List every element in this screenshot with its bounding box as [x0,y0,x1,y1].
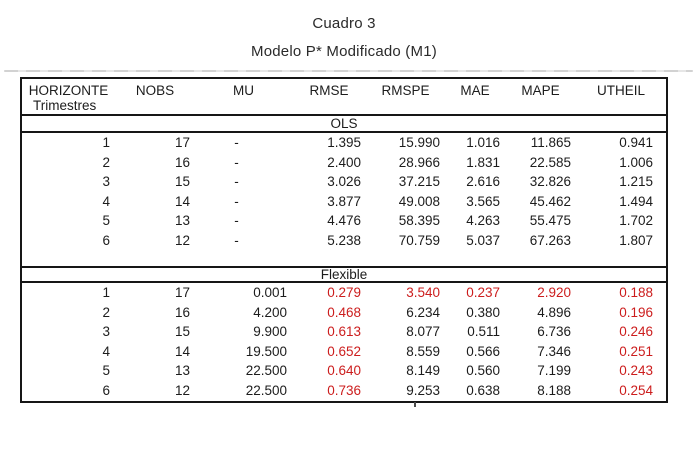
table-row [22,172,666,192]
table-cell: 15 [174,324,190,340]
table-cell: 1.016 [466,135,500,151]
table-number-title: Cuadro 3 [312,15,376,32]
section-gap [22,250,666,266]
table-cell: 1.831 [466,154,500,170]
table-cell: 5 [102,213,110,229]
table-cell: 6.234 [406,304,440,320]
column-header-horizonte: HORIZONTE [28,83,109,98]
table-row [22,342,666,362]
table-cell: 2 [102,154,110,170]
table-cell: - [234,193,239,209]
table-cell: 22.500 [245,363,287,379]
header-subline-trimestres: Trimestres [33,98,97,113]
table-cell: 14 [174,193,190,209]
table-cell: 1 [102,135,110,151]
table-cell: 0.652 [327,343,361,359]
table-cell: 0.243 [619,363,653,379]
table-cell: 5.238 [327,232,361,248]
table-cell: 0.736 [327,382,361,398]
table-cell: - [234,232,239,248]
table-cell: 4.200 [253,304,287,320]
table-cell: 0.941 [619,135,653,151]
table-cell: 3.540 [406,285,440,301]
table-cell: 16 [174,304,190,320]
table-cell: 3 [102,174,110,190]
table-cell: - [234,213,239,229]
table-cell: 1.807 [619,232,653,248]
table-row [22,192,666,212]
table-cell: 0.196 [619,304,653,320]
table-cell: 5.037 [466,232,500,248]
table-cell: 15 [174,174,190,190]
table-cell: 5 [102,363,110,379]
table-cell: 0.254 [619,382,653,398]
table-cell: 8.149 [406,363,440,379]
column-header-nobs: NOBS [135,83,175,98]
table-cell: 1.702 [619,213,653,229]
table-cell: 1.395 [327,135,361,151]
table-cell: 4.263 [466,213,500,229]
table-cell: - [234,135,239,151]
table-row [22,322,666,342]
table-cell: 6.736 [537,324,571,340]
table-cell: 0.638 [466,382,500,398]
table-cell: 7.199 [537,363,571,379]
table-cell: 12 [174,382,190,398]
table-cell: 0.560 [466,363,500,379]
flexible-rows [22,283,666,400]
table-row [22,361,666,381]
table-row [22,231,666,251]
section-label-ols: OLS [22,114,666,133]
table-cell: - [234,154,239,170]
table-cell: 28.966 [398,154,440,170]
model-subtitle: Modelo P* Modificado (M1) [251,43,437,60]
table-cell: 0.237 [466,285,500,301]
table-cell: 15.990 [398,135,440,151]
scan-artifact-tick [414,402,416,407]
table-cell: 7.346 [537,343,571,359]
ols-rows [22,133,666,250]
table-cell: 0.511 [467,324,500,340]
column-header-rmse: RMSE [309,83,349,98]
table-cell: 4 [102,193,110,209]
table-cell: 13 [174,213,190,229]
table-cell: 3 [102,324,110,340]
column-header-mu: MU [233,83,254,98]
table-cell: 49.008 [398,193,440,209]
table-cell: 1.494 [619,193,653,209]
table-cell: 1.006 [619,154,653,170]
table-cell: 12 [174,232,190,248]
table-cell: 22.500 [245,382,287,398]
table-cell: 0.001 [253,285,287,301]
table-cell: 4.476 [327,213,361,229]
table-cell: 0.188 [619,285,653,301]
table-cell: 4.896 [537,304,571,320]
table-cell: 0.279 [327,285,361,301]
section-label-flexible: Flexible [22,266,666,283]
table-cell: 55.475 [529,213,571,229]
table-cell: 2.920 [537,285,571,301]
table-row [22,283,666,303]
table-cell: 3.026 [327,174,361,190]
table-cell: 22.585 [529,154,571,170]
table-cell: 58.395 [398,213,440,229]
table-cell: 17 [174,285,190,301]
table-cell: 3.565 [466,193,500,209]
table-cell: 11.865 [530,135,571,151]
table-cell: 45.462 [529,193,571,209]
table-cell: 4 [102,343,110,359]
table-cell: 67.263 [529,232,571,248]
table-cell: 17 [174,135,190,151]
table-cell: 14 [174,343,190,359]
table-cell: 8.559 [406,343,440,359]
table-cell: 70.759 [398,232,440,248]
table-cell: 6 [102,232,110,248]
table-cell: 0.468 [327,304,361,320]
scan-artifact-line [4,70,693,72]
table-cell: 8.188 [537,382,571,398]
table-cell: 16 [174,154,190,170]
table-row [22,133,666,153]
results-table [20,77,668,403]
table-cell: 0.640 [327,363,361,379]
column-header-utheil: UTHEIL [596,83,645,98]
table-cell: 37.215 [398,174,440,190]
table-cell: 0.251 [619,343,653,359]
table-cell: 0.246 [619,324,653,340]
table-cell: 0.613 [327,324,361,340]
table-cell: 3.877 [327,193,361,209]
column-header-mape: MAPE [521,83,560,98]
table-cell: 32.826 [529,174,571,190]
table-cell: - [234,174,239,190]
table-cell: 1 [102,285,110,301]
table-cell: 1.215 [619,174,653,190]
header-row [22,81,666,98]
table-cell: 0.380 [466,304,500,320]
column-header-mae: MAE [460,83,490,98]
table-cell: 9.253 [406,382,440,398]
table-cell: 13 [174,363,190,379]
table-header [22,79,666,114]
table-cell: 8.077 [406,324,440,340]
table-cell: 2.400 [327,154,361,170]
table-row [22,381,666,401]
table-cell: 0.566 [466,343,500,359]
table-row [22,153,666,173]
table-cell: 6 [102,382,110,398]
table-row [22,211,666,231]
table-row [22,303,666,323]
table-cell: 2.616 [466,174,500,190]
column-header-rmspe: RMSPE [381,83,430,98]
table-cell: 9.900 [253,324,287,340]
table-cell: 19.500 [245,343,287,359]
table-cell: 2 [102,304,110,320]
